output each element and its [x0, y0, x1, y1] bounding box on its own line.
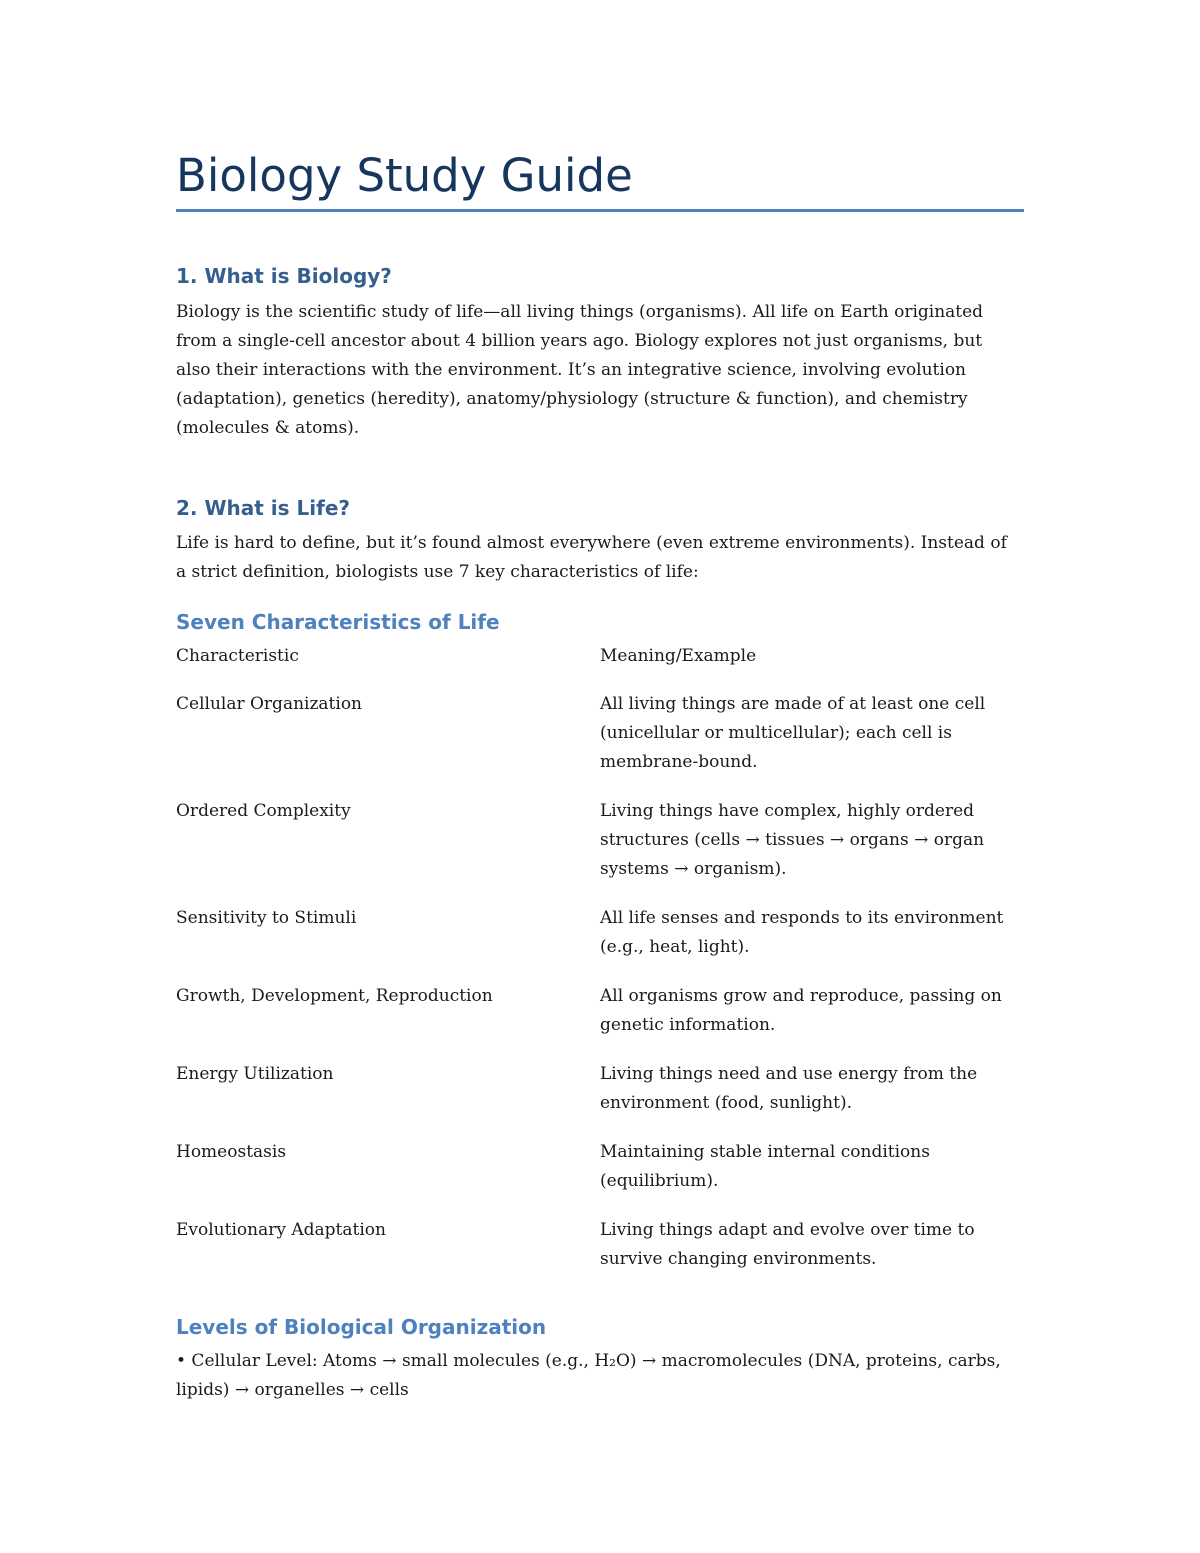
- subheading-seven-characteristics: Seven Characteristics of Life: [176, 610, 500, 634]
- table-row: [176, 797, 1026, 884]
- paragraph-what-is-life: Life is hard to define, but it’s found almost everywhere (even extreme environments). Instead of a strict definition, biologists use 7 key characteristics of life:: [176, 533, 1007, 582]
- characteristic-meaning: Living things have complex, highly ordered structures (cells → tissues → organs → organ systems → organism).: [600, 801, 985, 879]
- characteristic-name: Evolutionary Adaptation: [176, 1220, 386, 1240]
- characteristic-meaning: All life senses and responds to its environment (e.g., heat, light).: [600, 908, 1004, 957]
- table-row: [176, 1060, 1026, 1118]
- table-row: [176, 982, 1026, 1040]
- document-title: Biology Study Guide: [176, 149, 633, 202]
- section-heading-what-is-biology: 1. What is Biology?: [176, 264, 392, 288]
- table-row: [176, 904, 1026, 962]
- characteristic-name: Energy Utilization: [176, 1064, 334, 1084]
- column-header-meaning: Meaning/Example: [600, 646, 757, 666]
- paragraph-what-is-biology: Biology is the scientific study of life—all living things (organisms). All life on Earth originated from a single-cell ancestor about 4 billion years ago. Biology explores not just organisms, but also their interactions with the environment. It’s an integrative science, involving evolution (adaptation), genetics (heredity), anatomy/physiology (structure & function), and chemistry (molecules & atoms).: [176, 302, 984, 438]
- list-item: • Cellular Level: Atoms → small molecules (e.g., H₂O) → macromolecules (DNA, proteins, carbs, lipids) → organelles → cells: [176, 1351, 1001, 1400]
- characteristic-meaning: Maintaining stable internal conditions (equilibrium).: [600, 1142, 930, 1191]
- characteristic-name: Growth, Development, Reproduction: [176, 986, 493, 1006]
- characteristics-table: [176, 642, 1026, 1294]
- table-row: [176, 690, 1026, 777]
- characteristic-name: Homeostasis: [176, 1142, 287, 1162]
- characteristic-meaning: All organisms grow and reproduce, passing on genetic information.: [600, 986, 1002, 1035]
- characteristic-meaning: All living things are made of at least one cell (unicellular or multicellular); each cell is membrane-bound.: [600, 694, 986, 772]
- title-underline: [176, 209, 1024, 212]
- table-row: [176, 1138, 1026, 1196]
- table-header-row: [176, 642, 1026, 671]
- section-heading-what-is-life: 2. What is Life?: [176, 496, 350, 520]
- subheading-levels-of-organization: Levels of Biological Organization: [176, 1315, 547, 1339]
- table-row: [176, 1216, 1026, 1274]
- characteristic-meaning: Living things need and use energy from the environment (food, sunlight).: [600, 1064, 978, 1113]
- characteristic-name: Cellular Organization: [176, 694, 363, 714]
- characteristic-name: Ordered Complexity: [176, 801, 351, 821]
- characteristic-name: Sensitivity to Stimuli: [176, 908, 357, 928]
- column-header-characteristic: Characteristic: [176, 646, 299, 666]
- characteristic-meaning: Living things adapt and evolve over time to survive changing environments.: [600, 1220, 975, 1269]
